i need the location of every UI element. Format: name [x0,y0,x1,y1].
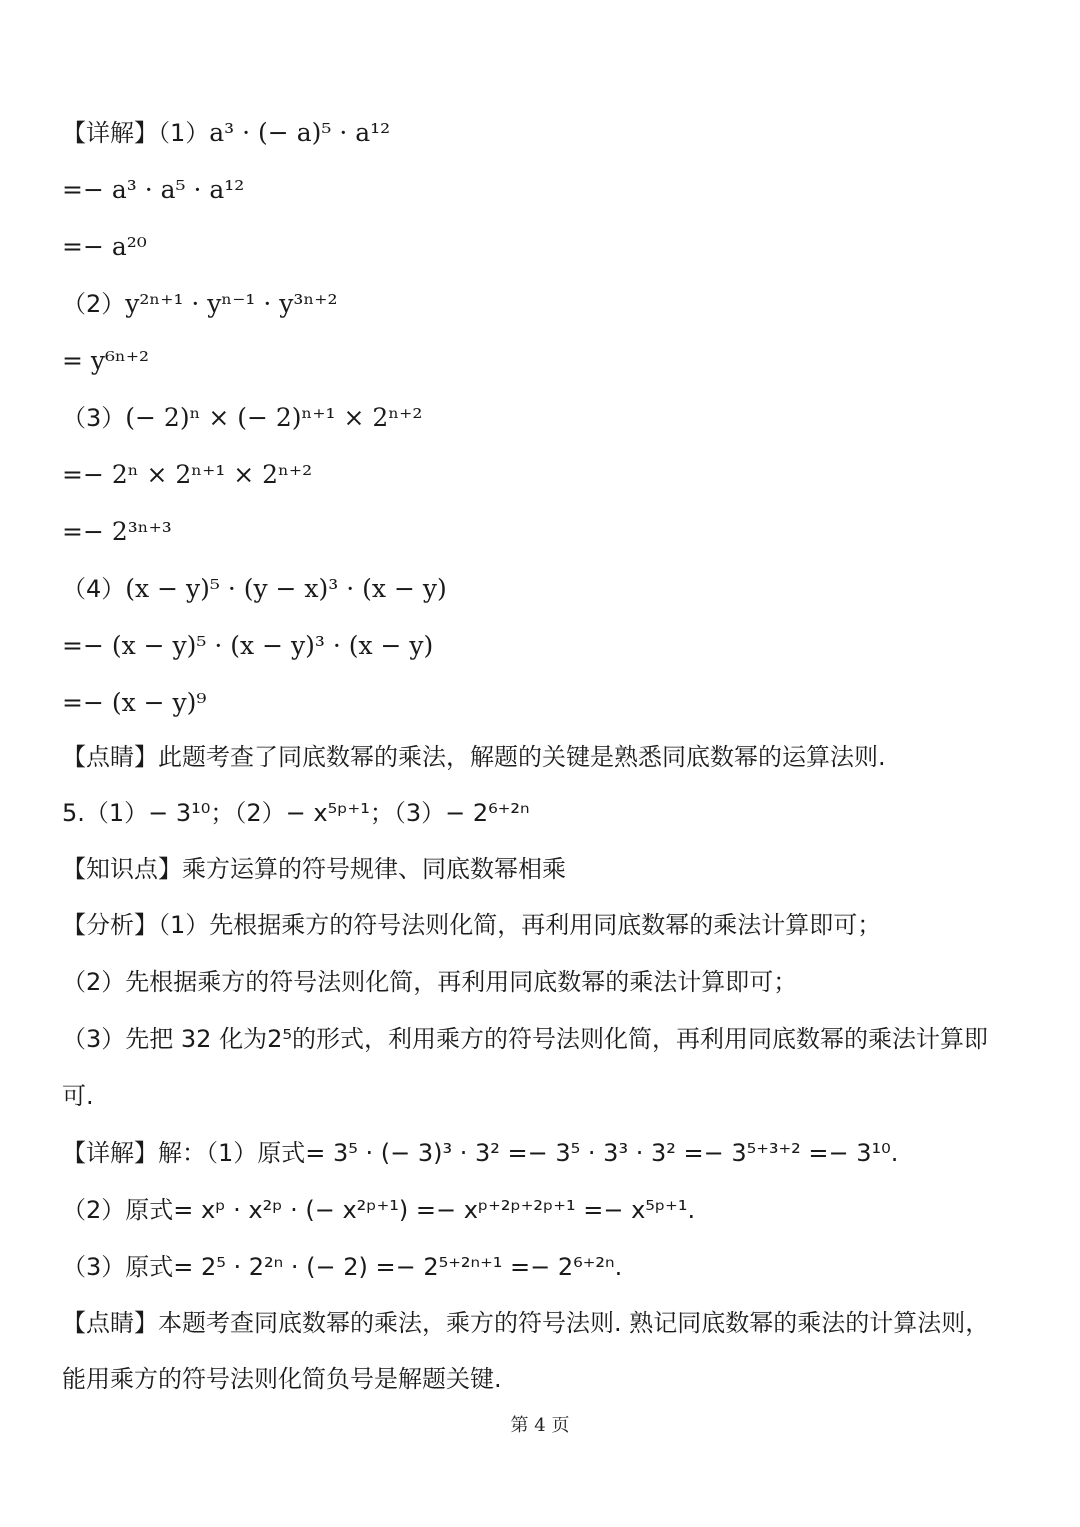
knowledge-line: 【知识点】乘方运算的符号规律、同底数幂相乘 [62,855,566,883]
part-label: （2） [62,290,126,318]
part-line [62,402,422,434]
comment-line: 【点睛】本题考查同底数幂的乘法，乘方的符号法则. 熟记同底数幂的乘法的计算法则， [62,1309,990,1337]
part-label: （4） [62,575,126,603]
math-line: =− 2³ⁿ⁺³ [62,517,172,546]
math-expression: (x − y)⁵ · (y − x)³ · (x − y) [125,574,447,603]
solution-line: （2）原式= xᵖ · x²ᵖ · (− x²ᵖ⁺¹) =− xᵖ⁺²ᵖ⁺²ᵖ⁺¹ =− x⁵ᵖ⁺¹. [62,1196,696,1224]
part-label: （3） [62,404,126,432]
part-line [62,288,337,320]
analysis-line: 【分析】（1）先根据乘方的符号法则化简，再利用同底数幂的乘法计算即可； [62,911,882,939]
math-expression: a³ · (− a)⁵ · a¹² [209,118,391,147]
math-expression: (− 2)ⁿ × (− 2)ⁿ⁺¹ × 2ⁿ⁺² [125,403,423,432]
math-line: =− a²⁰ [62,232,147,261]
solution-line: 【详解】解：（1）原式= 3⁵ · (− 3)³ · 3² =− 3⁵ · 3³ · 3² =− 3⁵⁺³⁺² =− 3¹⁰. [62,1139,899,1167]
comment-line: 能用乘方的符号法则化简负号是解题关键. [62,1365,502,1393]
comment-line: 【点睛】此题考查了同底数幂的乘法，解题的关键是熟悉同底数幂的运算法则. [62,743,886,771]
solution-line: （3）原式= 2⁵ · 2²ⁿ · (− 2) =− 2⁵⁺²ⁿ⁺¹ =− 2⁶⁺²ⁿ. [62,1253,623,1281]
math-line: =− 2ⁿ × 2ⁿ⁺¹ × 2ⁿ⁺² [62,460,313,489]
answer-line: 5.（1）− 3¹⁰；（2）− x⁵ᵖ⁺¹；（3）− 2⁶⁺²ⁿ [62,799,530,827]
analysis-line: 可. [62,1082,94,1110]
math-line: = y⁶ⁿ⁺² [62,346,150,375]
detail-label-line [62,117,390,149]
math-line: =− (x − y)⁵ · (x − y)³ · (x − y) [62,631,434,660]
math-line: =− a³ · a⁵ · a¹² [62,175,245,204]
part-line [62,573,447,605]
math-expression: y²ⁿ⁺¹ · yⁿ⁻¹ · y³ⁿ⁺² [125,289,338,318]
page-number: 第 4 页 [510,1415,570,1436]
section-label: 【详解】（1） [62,119,210,147]
analysis-line: （2）先根据乘方的符号法则化简，再利用同底数幂的乘法计算即可； [62,968,798,996]
math-line: =− (x − y)⁹ [62,688,207,717]
analysis-line: （3）先把 32 化为2⁵的形式，利用乘方的符号法则化简，再利用同底数幂的乘法计算即 [62,1025,988,1053]
